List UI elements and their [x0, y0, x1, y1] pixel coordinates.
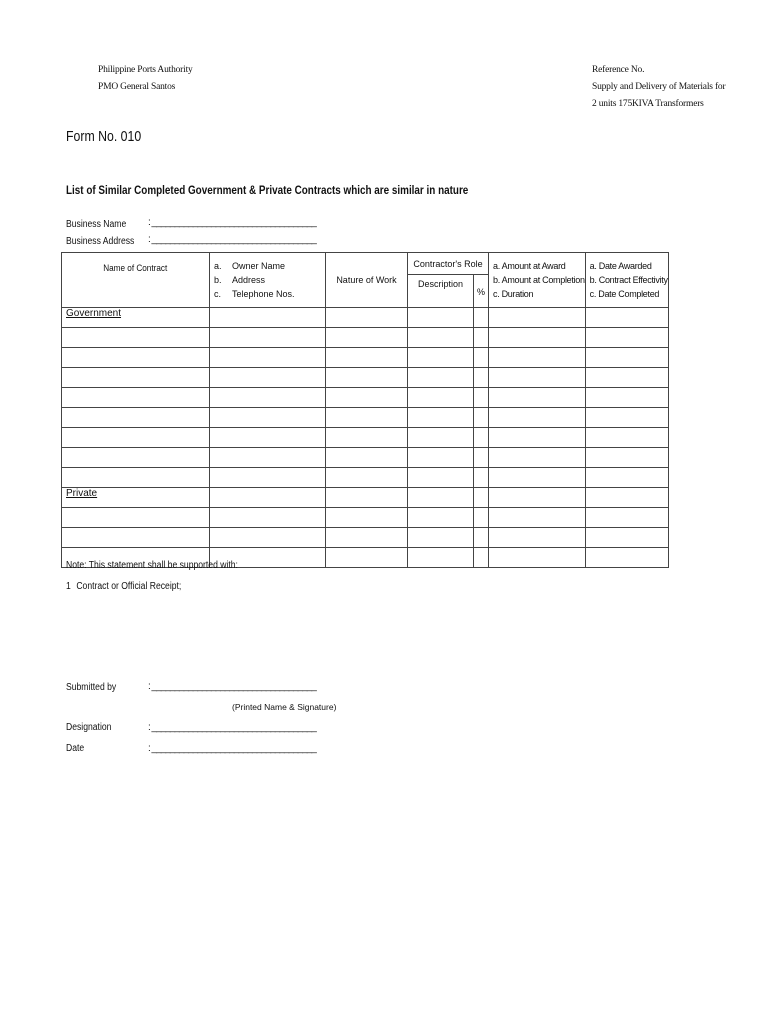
- table-row: [62, 348, 669, 368]
- business-name-label: Business Name: [66, 219, 127, 230]
- table-cell[interactable]: [62, 388, 210, 408]
- table-cell[interactable]: [474, 548, 489, 568]
- table-cell[interactable]: [326, 448, 408, 468]
- table-cell[interactable]: [62, 348, 210, 368]
- table-cell[interactable]: [210, 328, 326, 348]
- owner-b-text: Address: [232, 275, 266, 285]
- amount-c: c. Duration: [493, 289, 534, 299]
- table-cell[interactable]: [62, 448, 210, 468]
- table-cell[interactable]: [62, 428, 210, 448]
- table-cell[interactable]: [62, 468, 210, 488]
- page-title: List of Similar Completed Government & Private Contracts which are similar in nature: [66, 185, 469, 197]
- table-cell[interactable]: [210, 308, 326, 328]
- business-name-field[interactable]: : ____________________________________: [148, 217, 316, 228]
- table-cell[interactable]: [474, 508, 489, 528]
- header-cell-amount: [489, 253, 586, 308]
- owner-a-text: Owner Name: [232, 261, 286, 271]
- table-cell[interactable]: [62, 408, 210, 428]
- table-cell[interactable]: [585, 508, 668, 528]
- amount-b: b. Amount at Completion: [493, 275, 585, 285]
- table-row: [62, 528, 669, 548]
- table-cell[interactable]: [585, 388, 668, 408]
- table-cell[interactable]: [62, 308, 210, 328]
- table-cell[interactable]: [489, 408, 586, 428]
- table-row: [62, 368, 669, 388]
- table-cell[interactable]: [326, 348, 408, 368]
- reference-line-3: 2 units 175KIVA Transformers: [592, 99, 704, 109]
- table-cell[interactable]: [585, 368, 668, 388]
- table-cell[interactable]: [210, 348, 326, 368]
- table-cell[interactable]: [585, 428, 668, 448]
- table-cell[interactable]: [210, 528, 326, 548]
- table-cell[interactable]: [408, 468, 474, 488]
- table-cell[interactable]: [408, 548, 474, 568]
- date-label: Date: [66, 743, 85, 754]
- table-cell[interactable]: [489, 548, 586, 568]
- reference-line-2: Supply and Delivery of Materials for: [592, 82, 726, 92]
- contracts-table: [61, 252, 669, 568]
- table-cell[interactable]: [326, 308, 408, 328]
- table-cell[interactable]: [489, 528, 586, 548]
- table-cell[interactable]: [326, 508, 408, 528]
- table-cell[interactable]: [62, 508, 210, 528]
- table-cell[interactable]: [326, 488, 408, 508]
- table-cell[interactable]: [585, 528, 668, 548]
- header-contract: Name of Contract: [103, 263, 168, 274]
- table-cell[interactable]: [408, 328, 474, 348]
- header-cell-description: [408, 275, 474, 308]
- table-cell[interactable]: [585, 448, 668, 468]
- section-government: Government: [66, 308, 122, 319]
- header-left: [98, 62, 193, 96]
- table-cell[interactable]: [210, 408, 326, 428]
- table-cell[interactable]: [474, 368, 489, 388]
- section-row-government: [62, 308, 669, 328]
- table-cell[interactable]: [408, 308, 474, 328]
- section-row-private: [62, 488, 669, 508]
- section-private: Private: [66, 488, 98, 499]
- table-cell[interactable]: [585, 548, 668, 568]
- table-cell[interactable]: [210, 368, 326, 388]
- table-row: [62, 448, 669, 468]
- table-cell[interactable]: [326, 368, 408, 388]
- date-b: b. Contract Effectivity: [589, 275, 668, 285]
- table-cell[interactable]: [474, 388, 489, 408]
- table-row: [62, 468, 669, 488]
- table-cell[interactable]: [474, 408, 489, 428]
- table-cell[interactable]: [585, 408, 668, 428]
- table-cell[interactable]: [326, 528, 408, 548]
- table-cell[interactable]: [489, 388, 586, 408]
- table-cell[interactable]: [210, 428, 326, 448]
- table-cell[interactable]: [210, 388, 326, 408]
- table-cell[interactable]: [474, 468, 489, 488]
- table-cell[interactable]: [489, 508, 586, 528]
- header-cell-role: [408, 253, 489, 275]
- table-row: [62, 328, 669, 348]
- date-c: c. Date Completed: [589, 289, 660, 299]
- reference-label: Reference No.: [592, 65, 645, 75]
- table-cell[interactable]: [326, 408, 408, 428]
- note-item: [66, 581, 181, 592]
- printed-name-caption: (Printed Name & Signature): [232, 702, 337, 712]
- header-cell-nature: [326, 253, 408, 308]
- header-cell-dates: [585, 253, 668, 308]
- table-cell[interactable]: [489, 448, 586, 468]
- table-cell[interactable]: [585, 468, 668, 488]
- table-cell[interactable]: [585, 308, 668, 328]
- submitted-by-label: Submitted by: [66, 682, 117, 693]
- table-cell[interactable]: [474, 328, 489, 348]
- table-cell[interactable]: [408, 388, 474, 408]
- table-cell[interactable]: [210, 448, 326, 468]
- table-cell[interactable]: [489, 348, 586, 368]
- table-cell[interactable]: [585, 328, 668, 348]
- form-number: Form No. 010: [66, 128, 142, 145]
- table-row: [62, 388, 669, 408]
- table-cell[interactable]: [210, 468, 326, 488]
- table-cell[interactable]: [474, 348, 489, 368]
- table-cell[interactable]: [62, 328, 210, 348]
- header-cell-owner: [210, 253, 326, 308]
- table-cell[interactable]: [210, 508, 326, 528]
- table-cell[interactable]: [474, 428, 489, 448]
- header-cell-percent: [474, 275, 489, 308]
- table-cell[interactable]: [326, 468, 408, 488]
- table-cell[interactable]: [489, 368, 586, 388]
- note-item-number: 1: [66, 581, 71, 592]
- designation-label: Designation: [66, 722, 112, 733]
- table-cell[interactable]: [326, 328, 408, 348]
- table-cell[interactable]: [489, 328, 586, 348]
- header-cell-contract: [62, 253, 210, 308]
- owner-c-letter: c.: [214, 289, 222, 299]
- owner-a-letter: a.: [214, 261, 222, 271]
- table-cell[interactable]: [62, 528, 210, 548]
- designation-field[interactable]: : ____________________________________: [148, 722, 316, 733]
- table-cell[interactable]: [408, 508, 474, 528]
- table-cell[interactable]: [474, 308, 489, 328]
- date-a: a. Date Awarded: [589, 261, 652, 271]
- note-line: Note: This statement shall be supported with:: [66, 560, 238, 571]
- table-cell[interactable]: [408, 408, 474, 428]
- table-cell[interactable]: [326, 548, 408, 568]
- office-name: PMO General Santos: [98, 82, 176, 92]
- table-cell[interactable]: [326, 388, 408, 408]
- table-cell[interactable]: [585, 348, 668, 368]
- table-cell[interactable]: [326, 428, 408, 448]
- header-right: [592, 62, 725, 113]
- table-cell[interactable]: [585, 488, 668, 508]
- header-percent: %: [476, 287, 485, 297]
- table-cell[interactable]: [474, 448, 489, 468]
- table-cell[interactable]: [62, 488, 210, 508]
- table-cell[interactable]: [408, 528, 474, 548]
- business-address-field[interactable]: : ____________________________________: [148, 234, 316, 245]
- table-cell[interactable]: [489, 468, 586, 488]
- table-cell[interactable]: [489, 488, 586, 508]
- date-field[interactable]: : ____________________________________: [148, 743, 316, 754]
- amount-a: a. Amount at Award: [493, 261, 566, 271]
- table-cell[interactable]: [408, 428, 474, 448]
- table-row: [62, 428, 669, 448]
- header-role: Contractor's Role: [413, 259, 483, 269]
- table-cell[interactable]: [474, 488, 489, 508]
- table-cell[interactable]: [408, 488, 474, 508]
- table-cell[interactable]: [408, 348, 474, 368]
- agency-name: Philippine Ports Authority: [98, 65, 193, 75]
- header-description: Description: [417, 279, 464, 289]
- table-row: [62, 408, 669, 428]
- note-item-text: Contract or Official Receipt;: [76, 581, 182, 592]
- table-cell[interactable]: [408, 448, 474, 468]
- table-cell[interactable]: [210, 488, 326, 508]
- table-cell[interactable]: [62, 368, 210, 388]
- table-cell[interactable]: [489, 308, 586, 328]
- table-row: [62, 508, 669, 528]
- business-address-label: Business Address: [66, 236, 135, 247]
- header-nature: Nature of Work: [336, 275, 397, 285]
- table-cell[interactable]: [408, 368, 474, 388]
- table-cell[interactable]: [474, 528, 489, 548]
- submitted-by-field[interactable]: : ____________________________________: [148, 681, 316, 692]
- owner-b-letter: b.: [214, 275, 222, 285]
- table-cell[interactable]: [489, 428, 586, 448]
- owner-c-text: Telephone Nos.: [232, 289, 295, 299]
- table-header-row: [62, 253, 669, 275]
